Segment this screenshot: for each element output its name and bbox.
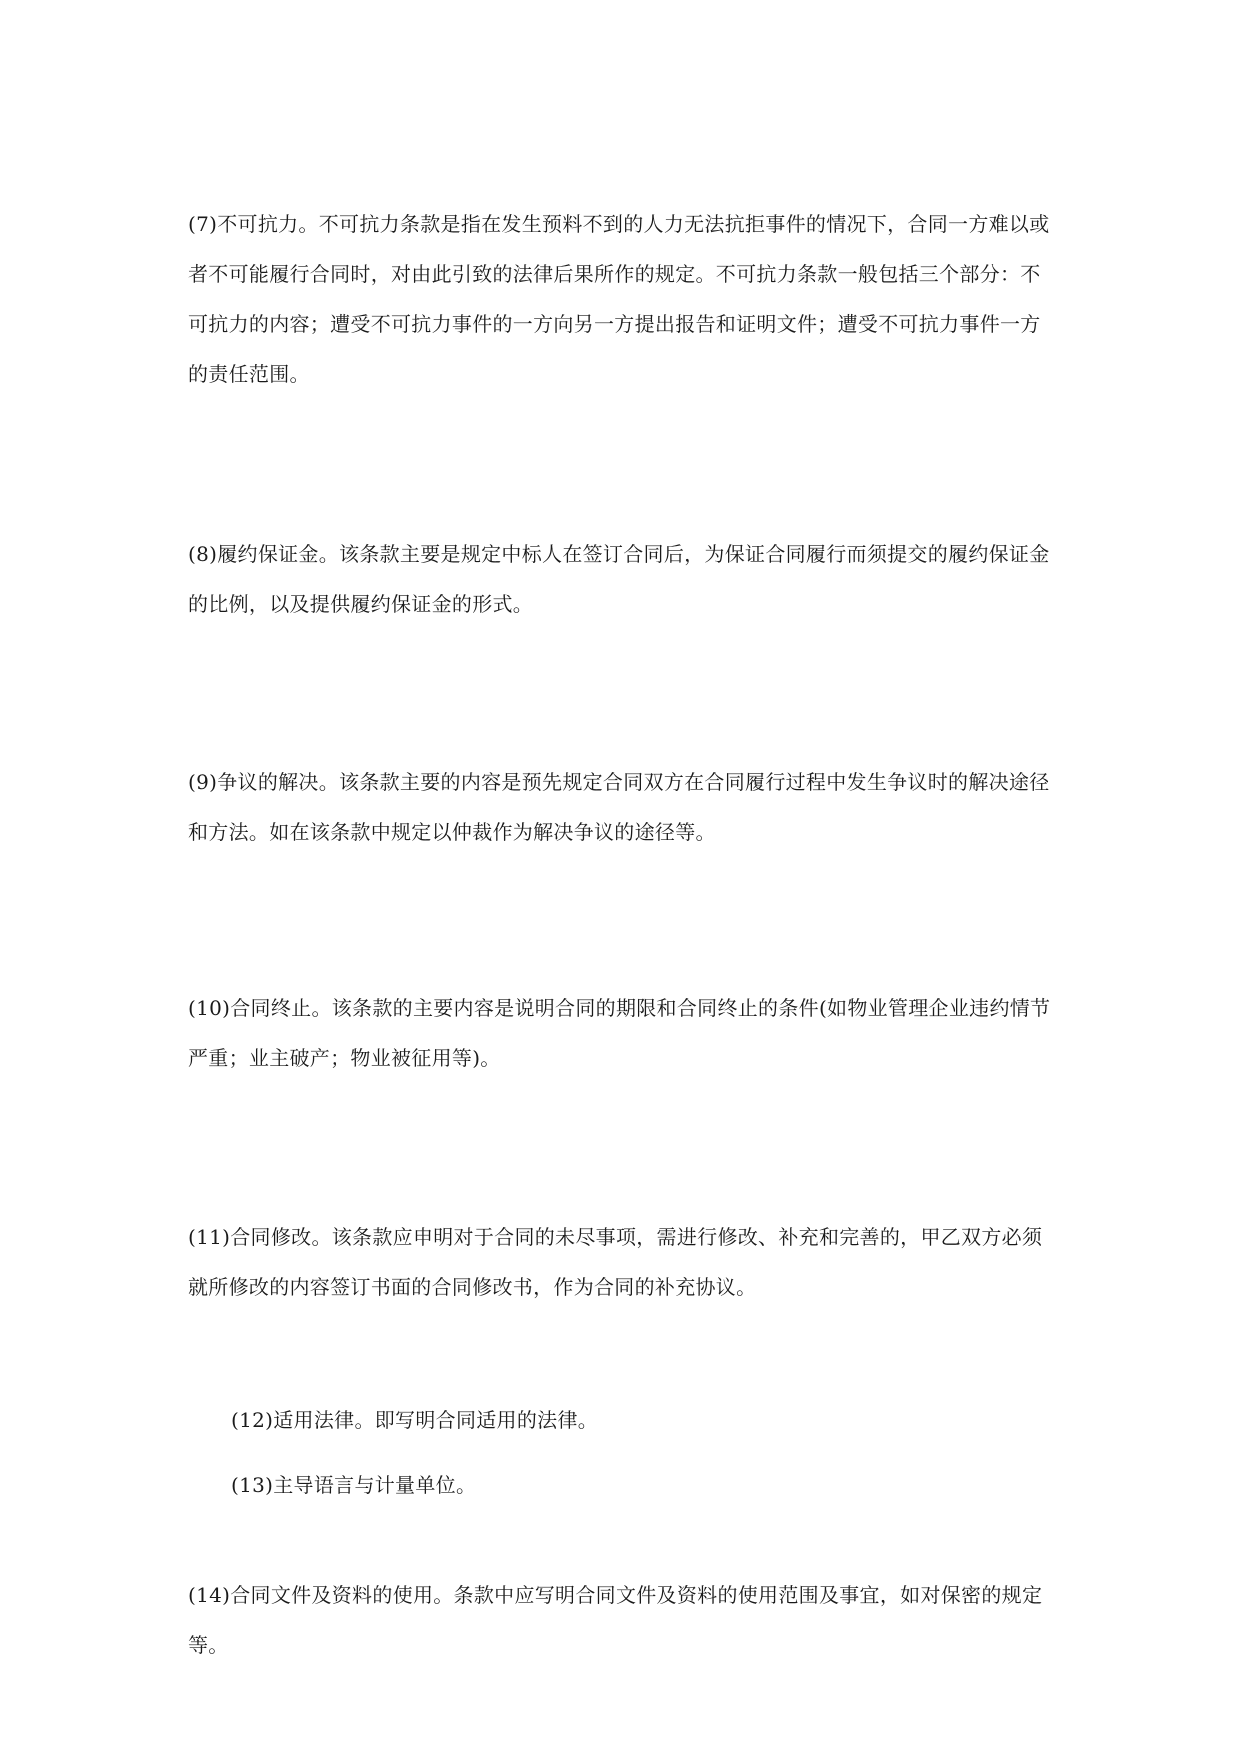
clause-9-dispute-resolution: (9)争议的解决。该条款主要的内容是预先规定合同双方在合同履行过程中发生争议时的解决途径和方法。如在该条款中规定以仲裁作为解决争议的途径等。 bbox=[188, 770, 1050, 844]
clause-7-force-majeure: (7)不可抗力。不可抗力条款是指在发生预料不到的人力无法抗拒事件的情况下，合同一方难以或者不可能履行合同时，对由此引致的法律后果所作的规定。不可抗力条款一般包括三个部分：不可抗力的内容；遭受不可抗力事件的一方向另一方提出报告和证明文件；遭受不可抗力事件一方的责任范围。 bbox=[188, 212, 1050, 386]
clause-10-contract-termination: (10)合同终止。该条款的主要内容是说明合同的期限和合同终止的条件(如物业管理企业违约情节严重；业主破产；物业被征用等)。 bbox=[188, 996, 1051, 1070]
clause-12-applicable-law: (12)适用法律。即写明合同适用的法律。 bbox=[231, 1408, 599, 1432]
clause-14-document-usage: (14)合同文件及资料的使用。条款中应写明合同文件及资料的使用范围及事宜，如对保密的规定等。 bbox=[188, 1583, 1043, 1657]
clause-8-performance-bond: (8)履约保证金。该条款主要是规定中标人在签订合同后，为保证合同履行而须提交的履约保证金的比例，以及提供履约保证金的形式。 bbox=[188, 542, 1050, 616]
clause-11-contract-amendment: (11)合同修改。该条款应申明对于合同的未尽事项，需进行修改、补充和完善的，甲乙双方必须就所修改的内容签订书面的合同修改书，作为合同的补充协议。 bbox=[188, 1225, 1043, 1299]
clause-13-language-and-units: (13)主导语言与计量单位。 bbox=[231, 1473, 477, 1497]
